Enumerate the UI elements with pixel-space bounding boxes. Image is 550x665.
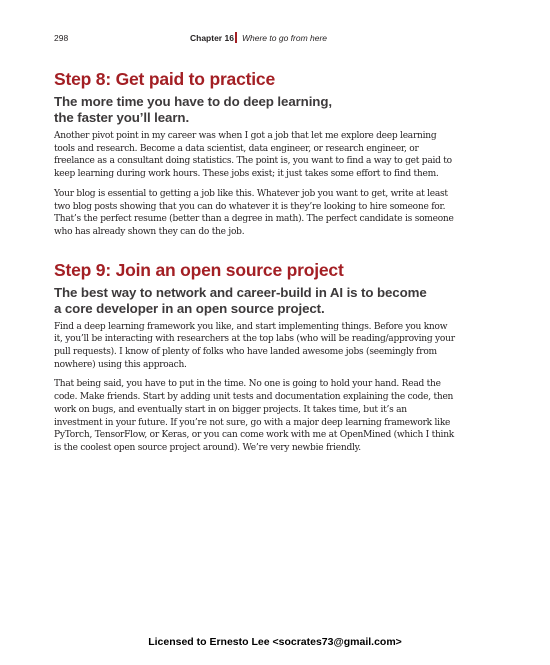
header-separator xyxy=(235,32,237,43)
running-header xyxy=(0,33,550,47)
subheading-line: a core developer in an open source project. xyxy=(54,300,325,316)
subheading-line: The more time you have to do deep learning, xyxy=(54,94,332,109)
license-footer: Licensed to Ernesto Lee <socrates73@gmail.com> xyxy=(148,636,402,648)
section-heading: Step 9: Join an open source project xyxy=(54,259,344,280)
section-step-9 xyxy=(54,259,456,455)
section-subheading xyxy=(54,285,456,317)
page-body xyxy=(54,68,456,462)
body-paragraph: Another pivot point in my career was when I got a job that let me explore deep learning tools and research. Become a data scientist, data engineer, or research engineer, or freelance as a consultant doing statistics. The point is, you want to find a way to get paid to keep learning during work hours. These jobs exist; it just takes some effort to find them. xyxy=(54,131,452,180)
subheading-line: The best way to network and career-build in AI is to become xyxy=(54,284,427,300)
body-paragraph: Your blog is essential to getting a job like this. Whatever job you want to get, write at least two blog posts showing that you can do whatever it is they’re looking to hire someone for. That’s the perfect resume (better than a degree in math). The perfect candidate is someone who has already shown they can do the job. xyxy=(54,188,454,237)
page-number: 298 xyxy=(54,33,69,43)
subheading-line: the faster you’ll learn. xyxy=(54,110,190,125)
section-subheading xyxy=(54,94,456,126)
chapter-title: Where to go from here xyxy=(242,33,328,43)
section-heading: Step 8: Get paid to practice xyxy=(54,69,275,89)
body-paragraph: That being said, you have to put in the time. No one is going to hold your hand. Read the code. Make friends. Start by adding unit tests and documentation explaining the code, then work on bugs, and eventually start in on bigger projects. It takes time, but it’s an investment in your future. If you’re not sure, go with a major deep learning framework like PyTorch, TensorFlow, or Keras, or you can come work with me at OpenMined (which I think is the coolest open source project around). We’re very newbie friendly. xyxy=(54,379,455,453)
section-step-8 xyxy=(54,68,456,239)
body-paragraph: Find a deep learning framework you like, and start implementing things. Before you know it, you’ll be interacting with researchers at the top labs (who will be reading/approving your pull requests). I know of plenty of folks who have landed awesome jobs (seemingly from nowhere) using this approach. xyxy=(54,321,455,370)
chapter-label: Chapter 16 xyxy=(190,33,234,43)
